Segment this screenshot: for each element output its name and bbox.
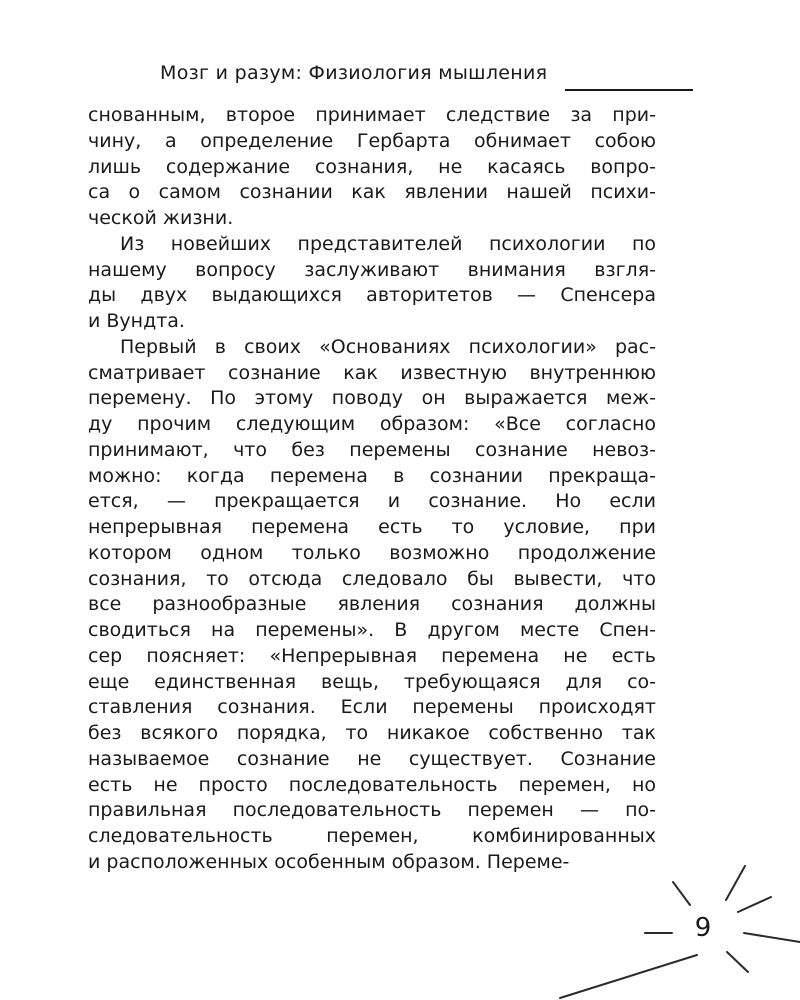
text-line: и Вундта. — [88, 310, 185, 332]
text-line: чину, а определение Гербарта обнимает собою — [88, 129, 656, 152]
text-line: лишь содержание сознания, не касаясь вопро- — [88, 155, 656, 178]
text-line: называемое сознание не существует. Сознание — [88, 747, 656, 770]
text-line: Первый в своих «Основаниях психологии» рас- — [120, 335, 656, 358]
text-line: есть не просто последовательность перемен, но — [88, 773, 656, 796]
text-line: можно: когда перемена в сознании прекраща- — [88, 464, 656, 487]
text-line: котором одном только возможно продолжение — [88, 541, 656, 564]
text-line: перемену. По этому поводу он выражается меж- — [88, 387, 656, 410]
text-line: принимают, что без перемены сознание невоз- — [88, 438, 656, 461]
text-line: сводиться на перемены». В другом месте Спен- — [88, 619, 656, 641]
text-line: сознания, то отсюда следовало бы вывести, что — [88, 567, 656, 590]
text-line: са о самом сознании как явлении нашей психи- — [88, 181, 656, 204]
text-line: без всякого порядка, то никакое собственно так — [88, 722, 656, 744]
text-line: сер поясняет: «Непрерывная перемена не есть — [88, 644, 656, 667]
running-header: Мозг и разум: Физиология мышления — [160, 62, 548, 84]
text-line: Из новейших представителей психологии по — [120, 232, 656, 255]
text-line: непрерывная перемена есть то условие, при — [88, 516, 656, 538]
text-line: все разнообразные явления сознания должны — [88, 593, 656, 616]
text-line: ставления сознания. Если перемены происходят — [88, 696, 656, 719]
text-line: ется, — прекращается и сознание. Но если — [88, 490, 656, 513]
page-number: 9 — [694, 913, 712, 943]
text-line: ды двух выдающихся авторитетов — Спенсера — [88, 284, 656, 307]
text-line: и расположенных особенным образом. Переме- — [88, 850, 570, 873]
text-line: правильная последовательность перемен — по- — [88, 799, 656, 822]
text-line: ческой жизни. — [88, 207, 234, 229]
text-line: сматривает сознание как известную внутреннюю — [88, 361, 656, 384]
text-line: нашему вопросу заслуживают внимания взгля- — [88, 258, 656, 281]
text-line: еще единственная вещь, требующаяся для со- — [88, 670, 656, 693]
text-line: ду прочим следующим образом: «Все согласно — [88, 413, 656, 435]
text-line: снованным, второе принимает следствие за при- — [88, 104, 656, 126]
text-line: следовательность перемен, комбинированных — [88, 825, 656, 847]
